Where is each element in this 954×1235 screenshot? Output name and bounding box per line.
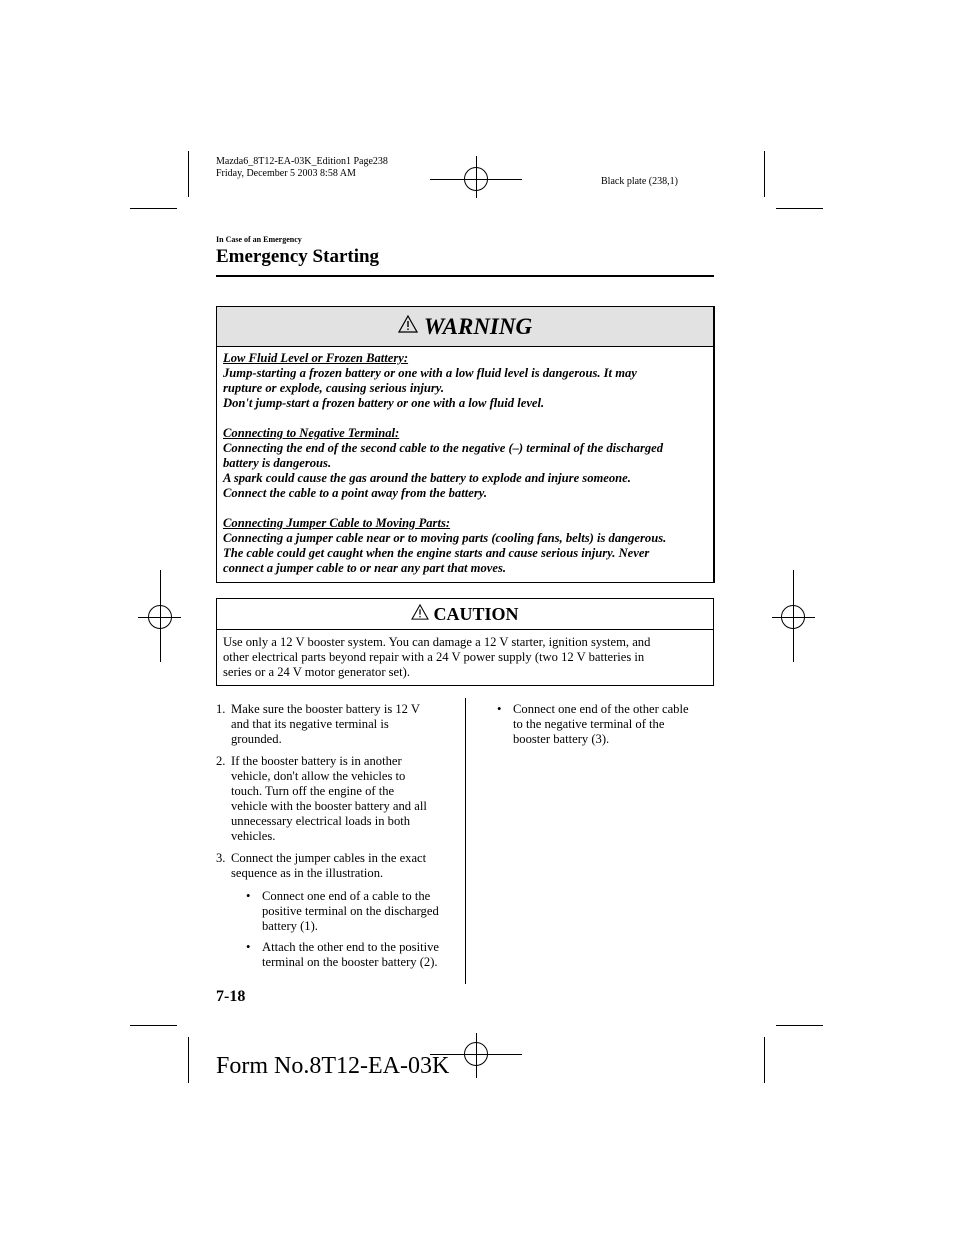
step-number: 3. — [216, 851, 226, 865]
column-divider — [465, 698, 466, 984]
warning-block-heading: Connecting to Negative Terminal: — [223, 426, 400, 440]
step-line: vehicle, don't allow the vehicles to — [231, 769, 406, 783]
bullet-line: Connect one end of the other cable — [513, 702, 689, 716]
bullet-line: to the negative terminal of the — [513, 717, 665, 731]
warning-triangle-icon — [398, 315, 418, 338]
bullet-icon: • — [497, 702, 502, 716]
step-line: Make sure the booster battery is 12 V — [231, 702, 420, 716]
bullet-icon: • — [246, 940, 251, 954]
warning-block-heading: Low Fluid Level or Frozen Battery: — [223, 351, 409, 365]
warning-block — [223, 426, 707, 501]
list-item — [216, 851, 456, 970]
bullet-line: battery (1). — [262, 919, 318, 933]
warning-line: battery is dangerous. — [223, 456, 332, 470]
warning-line: Connecting a jumper cable near or to moving parts (cooling fans, belts) is dangerous. — [223, 531, 667, 545]
warning-block — [223, 516, 707, 576]
form-number: Form No.8T12-EA-03K — [216, 1053, 450, 1079]
step-line: Connect the jumper cables in the exact — [231, 851, 427, 865]
plate-label: Black plate (238,1) — [601, 176, 678, 187]
warning-title: WARNING — [423, 313, 533, 339]
bullet-icon: • — [246, 889, 251, 903]
caution-line: series or a 24 V motor generator set). — [223, 665, 410, 679]
warning-box — [216, 306, 714, 583]
page-number: 7-18 — [216, 988, 246, 1005]
warning-line: Don't jump-start a frozen battery or one with a low fluid level. — [223, 396, 545, 410]
warning-header — [217, 307, 713, 347]
warning-line: The cable could get caught when the engine starts and cause serious injury. Never — [223, 546, 650, 560]
caution-line: other electrical parts beyond repair with a 24 V power supply (two 12 V batteries in — [223, 650, 645, 664]
list-item — [216, 754, 456, 844]
step-line: vehicle with the booster battery and all — [231, 799, 427, 813]
step-line: If the booster battery is in another — [231, 754, 402, 768]
step-line: vehicles. — [231, 829, 276, 843]
bullet-line: positive terminal on the discharged — [262, 904, 439, 918]
print-date-line: Friday, December 5 2003 8:58 AM — [216, 168, 356, 179]
section-title: Emergency Starting — [216, 246, 380, 267]
bullet-item — [246, 889, 456, 934]
bullet-line: Attach the other end to the positive — [262, 940, 439, 954]
right-column — [497, 702, 712, 753]
warning-body — [217, 347, 713, 576]
bullet-item — [246, 940, 456, 970]
caution-title: CAUTION — [433, 603, 519, 624]
print-meta — [216, 156, 388, 180]
warning-line: A spark could cause the gas around the battery to explode and injure someone. — [223, 471, 631, 485]
caution-body — [217, 630, 713, 680]
title-rule — [216, 275, 714, 277]
bullet-line: Connect one end of a cable to the — [262, 889, 431, 903]
bullet-line: booster battery (3). — [513, 732, 610, 746]
bullet-line: terminal on the booster battery (2). — [262, 955, 438, 969]
step-line: and that its negative terminal is — [231, 717, 389, 731]
bullet-item — [497, 702, 712, 747]
warning-block — [223, 351, 707, 411]
sub-bullet-list — [246, 889, 456, 970]
section-label: In Case of an Emergency — [216, 235, 302, 244]
step-number: 2. — [216, 754, 226, 768]
step-line: unnecessary electrical loads in both — [231, 814, 411, 828]
print-file-line: Mazda6_8T12-EA-03K_Edition1 Page238 — [216, 156, 388, 167]
warning-line: Jump-starting a frozen battery or one with a low fluid level is dangerous. It may — [223, 366, 637, 380]
warning-line: Connect the cable to a point away from the battery. — [223, 486, 487, 500]
step-number: 1. — [216, 702, 226, 716]
caution-box — [216, 598, 714, 686]
step-line: touch. Turn off the engine of the — [231, 784, 395, 798]
warning-triangle-icon — [411, 604, 429, 625]
warning-line: rupture or explode, causing serious injury. — [223, 381, 445, 395]
warning-line: connect a jumper cable to or near any part that moves. — [223, 561, 507, 575]
caution-header — [217, 599, 713, 630]
step-line: grounded. — [231, 732, 282, 746]
warning-block-heading: Connecting Jumper Cable to Moving Parts: — [223, 516, 451, 530]
steps-list — [216, 702, 456, 977]
list-item — [216, 702, 456, 747]
warning-line: Connecting the end of the second cable to the negative (–) terminal of the discharged — [223, 441, 664, 455]
step-line: sequence as in the illustration. — [231, 866, 384, 880]
caution-line: Use only a 12 V booster system. You can damage a 12 V starter, ignition system, and — [223, 635, 651, 649]
